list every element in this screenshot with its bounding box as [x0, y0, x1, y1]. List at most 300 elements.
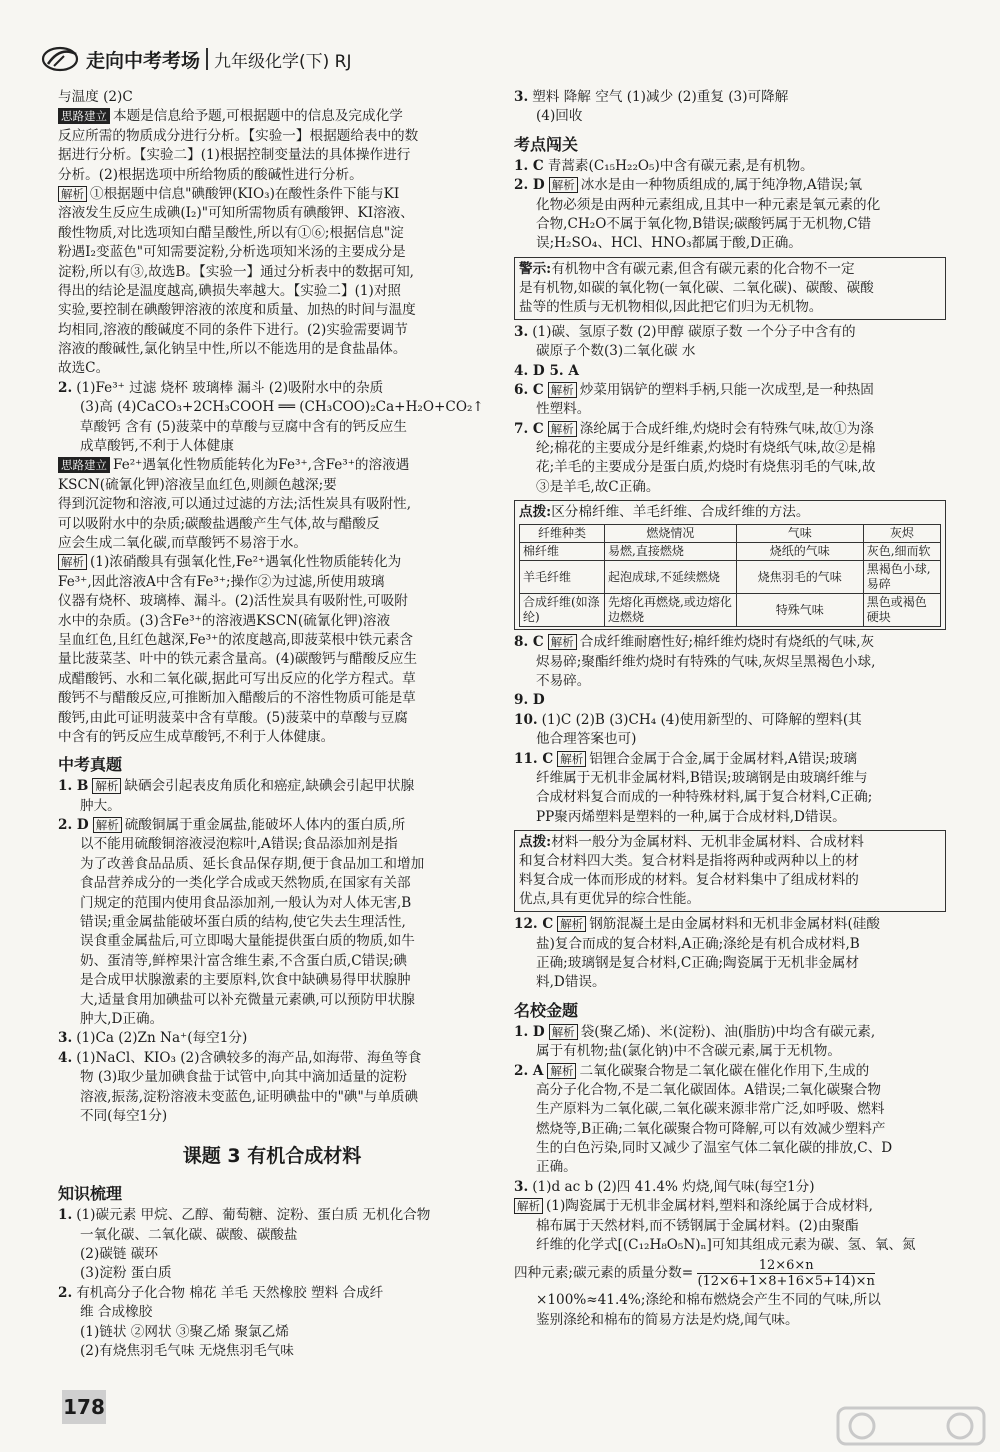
page-number: 178 — [62, 1390, 106, 1424]
text-line — [58, 952, 486, 971]
text-line — [58, 855, 486, 874]
text-line — [514, 439, 946, 458]
text-line — [514, 1236, 946, 1255]
right-bottom-block — [514, 915, 946, 1255]
box-text: 优点,具有更优异的综合性能。 — [519, 891, 701, 908]
line-text: 燃烧等,B正确;二氧化碳聚合物可降解,可以有效减少塑料产 — [536, 1120, 886, 1137]
tip-title: 区分棉纤维、羊毛纤维、合成纤维的方法。 — [551, 504, 810, 521]
question-number: 6. C — [514, 381, 544, 398]
text-line — [58, 476, 486, 495]
line-text: (2)有烧焦羽毛气味 无烧焦羽毛气味 — [80, 1343, 294, 1360]
text-line — [58, 166, 486, 185]
text-line — [58, 340, 486, 359]
text-line — [514, 691, 946, 710]
line-text: 缺硒会引起表皮角质化和癌症,缺碘会引起甲状腺 — [124, 778, 415, 795]
text-line — [514, 1197, 946, 1216]
text-line — [58, 282, 486, 301]
line-text: 属于有机物;盐(氯化钠)中不含碳元素,属于无机物。 — [536, 1043, 841, 1060]
text-line — [514, 1081, 946, 1100]
label-tag: 解析 — [58, 186, 87, 202]
text-line — [58, 553, 486, 572]
line-text: 高分子化合物,不是二氧化碳固体。A错误;二氧化碳聚合物 — [536, 1081, 881, 1098]
text-line — [58, 359, 486, 378]
table-cell: 烧焦羽毛的气味 — [736, 561, 863, 594]
text-line — [514, 1120, 946, 1139]
text-line — [58, 1206, 486, 1225]
text-line — [514, 400, 946, 419]
tip-box-materials — [514, 830, 946, 912]
line-text: 仪器有烧杯、玻璃棒、漏斗。(2)活性炭具有吸附性,可吸附 — [58, 593, 408, 610]
text-line — [514, 653, 946, 672]
box-line — [519, 871, 941, 890]
line-text: 维 合成橡胶 — [80, 1304, 153, 1321]
question-number: 1. B — [58, 778, 89, 795]
section-heading: 名校金题 — [514, 1000, 579, 1020]
text-line — [58, 1010, 486, 1029]
text-line — [58, 379, 486, 398]
text-line — [58, 127, 486, 146]
table-cell: 烧纸的气味 — [736, 543, 863, 561]
line-text: 与温度 (2)C — [58, 89, 133, 105]
lesson-title: 课题 3 有机合成材料 — [182, 1145, 362, 1168]
line-text: 均相同,溶液的酸碱度不同的条件下进行。(2)实验需要调节 — [58, 321, 408, 338]
line-text: 以不能用硫酸铜溶液浸泡粽叶,A错误;食品添加剂是指 — [80, 836, 398, 853]
label-tag: 解析 — [93, 817, 122, 833]
fraction-denominator: (12×6+1×8+16×5+14)×n — [697, 1274, 875, 1290]
line-text: 青蒿素(C₁₅H₂₂O₅)中含有碳元素,是有机物。 — [547, 157, 814, 174]
text-line — [514, 954, 946, 973]
line-text: 量比菠菜茎、叶中的铁元素含量高。(4)碳酸钙与醋酸反应生 — [58, 651, 418, 668]
mass-fraction — [697, 1258, 874, 1289]
question-number: 8. C — [514, 634, 544, 651]
line-text: 不同(每空1分) — [80, 1107, 168, 1124]
table-cell: 易燃,直接燃烧 — [605, 543, 737, 561]
question-number: 3. — [514, 89, 529, 105]
text-line — [514, 973, 946, 992]
text-line — [58, 146, 486, 165]
table-header-cell: 灰烬 — [863, 525, 940, 543]
table-cell: 黑色或褐色硬块 — [863, 594, 940, 627]
text-line — [514, 633, 946, 652]
box-line — [519, 890, 941, 909]
text-line — [514, 107, 946, 126]
label-tag: 解析 — [92, 778, 121, 794]
line-text: 草酸钙 含有 (5)菠菜中的草酸与豆腐中含有的钙反应生 — [80, 418, 407, 435]
line-text: 物 (3)取少量加碘食盐于试管中,向其中滴加适量的淀粉 — [80, 1069, 407, 1086]
text-line — [514, 1042, 946, 1061]
section-heading: 中考真题 — [58, 755, 123, 775]
line-text: (1)Ca (2)Zn Na⁺(每空1分) — [76, 1030, 248, 1047]
line-text: (4)回收 — [536, 108, 583, 125]
page-header — [40, 38, 520, 80]
table-row — [520, 543, 941, 561]
line-text: 生产原料为二氧化碳,二氧化碳来源非常广泛,如呼吸、燃料 — [536, 1101, 885, 1118]
right-top-block — [514, 88, 946, 254]
line-text: 呈血红色,且红色越深,Fe³⁺的浓度越高,即菠菜根中铁元素含 — [58, 631, 413, 648]
line-text: 二氧化碳聚合物是二氧化碳在催化作用下,生成的 — [579, 1062, 870, 1079]
text-line — [514, 176, 946, 195]
line-text: 门规定的范围内使用食品添加剂,一般认为对人体无害,B — [80, 894, 412, 911]
fraction-numerator: 12×6×n — [697, 1258, 874, 1274]
question-number: 1. — [58, 1207, 73, 1224]
text-line — [58, 495, 486, 514]
line-text: 淀粉,所以有③,故选B。【实验一】通过分析表中的数据可知, — [58, 263, 414, 280]
text-line — [58, 1088, 486, 1107]
line-text: 鉴别涤纶和棉布的简易方法是灼烧,闻气味。 — [536, 1311, 799, 1328]
text-line — [514, 1062, 946, 1081]
line-text: 不易碎。 — [536, 673, 591, 690]
table-cell: 先熔化再燃烧,或边熔化边燃烧 — [605, 594, 737, 627]
line-text: 酸性物质,对比选项知白醋呈酸性,所以有①⑥;根据信息"淀 — [58, 224, 404, 241]
line-text: 塑料 降解 空气 (1)减少 (2)重复 (3)可降解 — [532, 89, 789, 105]
text-line — [58, 456, 486, 475]
text-line — [514, 711, 946, 730]
text-line — [58, 1068, 486, 1087]
text-line — [58, 932, 486, 951]
text-line — [514, 1139, 946, 1158]
text-line — [514, 196, 946, 215]
line-text: 成醋酸钙、水和二氧化碳,据此可写出反应的化学方程式。草 — [58, 670, 416, 687]
line-text: 他合理答案也可) — [536, 731, 637, 748]
section-heading: 知识梳理 — [58, 1184, 123, 1204]
line-text: 肿大,D正确。 — [80, 1010, 164, 1027]
line-text: 化物必须是由两种元素组成,且其中一种元素是氧元素的化 — [536, 196, 881, 213]
text-line — [514, 362, 946, 381]
formula-prefix: 四种元素;碳元素的质量分数= — [514, 1265, 694, 1282]
section-heading: 考点闯关 — [514, 134, 579, 154]
table-cell: 合成纤维(如涤纶) — [520, 594, 605, 627]
text-line — [514, 935, 946, 954]
text-line — [58, 797, 486, 816]
line-text: (3)高 (4)CaCO₃+2CH₃COOH ══ (CH₃COO)₂Ca+H₂O+CO₂↑ — [80, 399, 484, 416]
line-text: 冰水是由一种物质组成的,属于纯净物,A错误;氧 — [580, 177, 863, 194]
question-number: 2. D — [58, 817, 89, 834]
text-line — [514, 88, 946, 107]
text-line — [58, 1323, 486, 1342]
right-column — [514, 88, 946, 1330]
text-line — [58, 185, 486, 204]
text-line — [58, 689, 486, 708]
text-line — [514, 234, 946, 253]
line-text: ×100%≈41.4%;涤纶和棉布燃烧会产生不同的气味,所以 — [536, 1292, 881, 1309]
text-line — [514, 750, 946, 769]
question-number: 2. — [58, 1284, 73, 1301]
label-tag: 思路建立 — [58, 108, 110, 124]
label-tag: 解析 — [514, 1198, 543, 1214]
line-text: (1)碳元素 甲烷、乙醇、葡萄糖、淀粉、蛋白质 无机化合物 — [76, 1207, 431, 1224]
line-text: 硫酸铜属于重金属盐,能破坏人体内的蛋白质,所 — [124, 817, 406, 834]
line-text: (1)碳、氢原子数 (2)甲醇 碳原子数 一个分子中含有的 — [532, 323, 856, 340]
text-line — [514, 420, 946, 439]
line-text: 据进行分析。【实验二】(1)根据控制变量法的具体操作进行 — [58, 147, 411, 164]
line-text: 钢筋混凝土是由金属材料和无机非金属材料(硅酸 — [589, 916, 880, 933]
text-line — [58, 670, 486, 689]
line-text: 正确。 — [536, 1159, 577, 1176]
line-text: 肿大。 — [80, 797, 121, 814]
text-line — [58, 1029, 486, 1048]
text-line — [58, 224, 486, 243]
label-tag: 解析 — [547, 1063, 576, 1079]
line-text: 为了改善食品品质、延长食品保存期,便于食品加工和增加 — [80, 855, 425, 872]
line-text: ①根据题中信息"碘酸钾(KIO₃)在酸性条件下能与KI — [90, 185, 400, 202]
text-line — [514, 1291, 946, 1310]
text-line — [58, 204, 486, 223]
line-text: 炒菜用锅铲的塑料手柄,只能一次成型,是一种热固 — [579, 381, 874, 398]
line-text: 实验,要控制在碘酸钾溶液的浓度和质量、加热的时间与温度 — [58, 302, 416, 319]
label-tag: 解析 — [557, 751, 586, 767]
line-text: 性塑料。 — [536, 401, 591, 418]
text-line — [58, 534, 486, 553]
question-number: 3. — [514, 1178, 529, 1195]
line-text: 食品营养成分的一类化学合成或天然物质,在国家有关部 — [80, 875, 411, 892]
line-text: 得到沉淀物和溶液,可以通过过滤的方法;活性炭具有吸附性, — [58, 496, 412, 513]
line-text: 故选C。 — [58, 360, 110, 377]
table-header-cell: 燃烧情况 — [605, 525, 737, 543]
text-line — [58, 418, 486, 437]
text-line — [514, 808, 946, 827]
line-text: 合成材料复合而成的一种特殊材料,属于复合材料,C正确; — [536, 789, 873, 806]
label-tag: 解析 — [548, 382, 577, 398]
text-line — [58, 612, 486, 631]
text-line — [58, 592, 486, 611]
question-number: 4. — [58, 1049, 73, 1066]
line-text: (1)陶瓷属于无机非金属材料,塑料和涤纶属于合成材料, — [546, 1198, 873, 1215]
table-cell: 棉纤维 — [520, 543, 605, 561]
text-line — [514, 157, 946, 176]
question-number: 2. — [58, 379, 73, 396]
table-row — [520, 594, 941, 627]
text-line — [514, 769, 946, 788]
line-text: 误食重金属盐后,可立即喝大量能提供蛋白质的物质,如牛 — [80, 933, 415, 950]
line-text: 可以吸附水中的杂质;碳酸盐遇酸产生气体,故与醋酸反 — [58, 515, 380, 532]
line-text: 水中的杂质。(3)含Fe³⁺的溶液遇KSCN(硫氰化钾)溶液 — [58, 612, 391, 629]
table-row — [520, 561, 941, 594]
formula-line — [514, 1255, 946, 1291]
line-text: 正确;玻璃钢是复合材料,C正确;陶瓷属于无机非金属材 — [536, 954, 859, 971]
warning-box — [514, 257, 946, 320]
question-number: 9. D — [514, 692, 545, 709]
text-line — [514, 215, 946, 234]
table-cell: 起泡成球,不延续燃烧 — [605, 561, 737, 594]
line-text: 本题是信息给予题,可根据题中的信息及完成化学 — [113, 108, 403, 125]
box-text: 材料一般分为金属材料、无机非金属材料、合成材料 — [551, 834, 864, 851]
text-line — [58, 437, 486, 456]
line-text: 烬易碎;聚酯纤维灼烧时有特殊的气味,灰烬呈黑褐色小球, — [536, 653, 876, 670]
text-line — [58, 1264, 486, 1283]
header-divider — [206, 48, 208, 70]
box-text: 料复合成一体而形成的材料。复合材料集中了组成材料的 — [519, 872, 859, 889]
publisher-logo-icon — [40, 44, 82, 74]
text-line — [58, 321, 486, 340]
right-after-table-block — [514, 633, 946, 827]
table-cell: 羊毛纤维 — [520, 561, 605, 594]
text-line — [514, 1158, 946, 1177]
text-line — [58, 1284, 486, 1303]
text-line — [58, 263, 486, 282]
line-text: 误;H₂SO₄、HCl、HNO₃都属于酸,D正确。 — [536, 235, 802, 252]
text-line — [58, 1107, 486, 1126]
text-line — [58, 894, 486, 913]
line-text: (1)Fe³⁺ 过滤 烧杯 玻璃棒 漏斗 (2)吸附水中的杂质 — [76, 379, 384, 396]
text-line — [514, 458, 946, 477]
line-text: 纶;棉花的主要成分是纤维素,灼烧时有烧纸气味,故②是棉 — [536, 440, 876, 457]
text-line — [514, 1100, 946, 1119]
text-line — [514, 323, 946, 342]
text-line — [514, 381, 946, 400]
table-header-cell: 气味 — [736, 525, 863, 543]
right-mid-block — [514, 323, 946, 498]
text-line — [514, 1311, 946, 1330]
text-line — [58, 1245, 486, 1264]
label-tag: 思路建立 — [58, 457, 110, 473]
text-line — [514, 1023, 946, 1042]
text-line — [58, 88, 486, 107]
left-column — [58, 88, 486, 1361]
line-text: 溶液的酸碱性,氯化钠呈中性,所以不能选用的是食盐晶体。 — [58, 341, 407, 358]
label-tag: 解析 — [549, 1024, 578, 1040]
line-text: PP聚丙烯塑料是塑料的一种,属于合成材料,D错误。 — [536, 808, 846, 825]
text-line — [58, 874, 486, 893]
question-number: 7. C — [514, 420, 544, 437]
text-line — [58, 816, 486, 835]
question-number: 2. D — [514, 177, 545, 194]
text-line — [58, 913, 486, 932]
text-line — [58, 835, 486, 854]
line-text: 合成纤维耐磨性好;棉纤维灼烧时有烧纸的气味,灰 — [579, 634, 875, 651]
line-text: 得出的结论是温度越高,碘损失率越大。【实验二】(1)对照 — [58, 282, 402, 299]
line-text: 纤维属于无机非金属材料,B错误;玻璃钢是由玻璃纤维与 — [536, 769, 868, 786]
text-line — [58, 107, 486, 126]
text-line — [514, 342, 946, 361]
line-text: 有机高分子化合物 棉花 羊毛 天然橡胶 塑料 合成纤 — [76, 1284, 384, 1301]
box-line — [519, 279, 941, 298]
table-header-row — [520, 525, 941, 543]
text-line — [514, 730, 946, 749]
text-line — [514, 788, 946, 807]
line-text: 分析。(2)根据选项中所给物质的酸碱性进行分析。 — [58, 166, 363, 183]
book-subtitle: 九年级化学(下) RJ — [214, 51, 352, 72]
line-text: 花;羊毛的主要成分是蛋白质,灼烧时有烧焦羽毛的气味,故 — [536, 459, 876, 476]
line-text: 中含有的钙反应生成草酸钙,不利于人体健康。 — [58, 728, 335, 745]
line-text: Fe³⁺,因此溶液A中含有Fe³⁺;操作②为过滤,所使用玻璃 — [58, 573, 385, 590]
line-text: (1)浓硝酸具有强氧化性,Fe²⁺遇氧化性物质能转化为 — [90, 554, 402, 571]
line-text: 成草酸钙,不利于人体健康 — [80, 438, 234, 455]
box-line — [519, 852, 941, 871]
line-text: 涤纶属于合成纤维,灼烧时会有特殊气味,故①为涤 — [579, 420, 874, 437]
label-tag: 解析 — [549, 177, 578, 193]
brand-title: 走向中考考场 — [86, 49, 201, 72]
table-cell: 灰色,细而软 — [863, 543, 940, 561]
question-number: 2. A — [514, 1062, 544, 1079]
right-end-block — [514, 1291, 946, 1330]
line-text: 溶液,振荡,淀粉溶液未变蓝色,证明碘盐中的"碘"与单质碘 — [80, 1088, 419, 1105]
line-text: (3)淀粉 蛋白质 — [80, 1265, 172, 1282]
question-number: 1. D — [514, 1023, 545, 1040]
line-text: 是合成甲状腺激素的主要原料,饮食中缺碘易得甲状腺肿 — [80, 972, 411, 989]
line-text: 铝锂合金属于合金,属于金属材料,A错误;玻璃 — [589, 750, 857, 767]
line-text: 奶、蛋清等,鲜榨果汁富含维生素,不含蛋白质,C错误;碘 — [80, 952, 408, 969]
box-line — [519, 833, 941, 852]
line-text: Fe²⁺遇氧化性物质能转化为Fe³⁺,含Fe³⁺的溶液遇 — [113, 457, 410, 474]
text-line — [514, 1217, 946, 1236]
line-text: (2)碳链 碳环 — [80, 1246, 158, 1263]
text-line — [514, 915, 946, 934]
line-text: (1)C (2)B (3)CH₄ (4)使用新型的、可降解的塑料(其 — [541, 711, 862, 728]
line-text: 反应所需的物质成分进行分析。【实验一】根据题给表中的数 — [58, 127, 419, 144]
box-label: 点拨: — [519, 834, 552, 851]
question-number: 3. — [58, 1030, 73, 1047]
fiber-table — [519, 524, 941, 627]
question-number: 3. — [514, 323, 529, 340]
question-number: 1. C — [514, 157, 544, 174]
line-text: (1)NaCl、KIO₃ (2)含碘较多的海产品,如海带、海鱼等食 — [76, 1049, 422, 1066]
line-text: 棉布属于天然材料,而不锈钢属于金属材料。(2)由聚酯 — [536, 1217, 859, 1234]
question-number: 10. — [514, 711, 538, 728]
line-text: 酸钙,由此可证明菠菜中含有草酸。(5)菠菜中的草酸与豆腐 — [58, 709, 408, 726]
line-text: 错误;重金属盐能破坏蛋白质的结构,使它失去生理活性, — [80, 914, 406, 931]
text-line — [58, 243, 486, 262]
text-line — [58, 515, 486, 534]
line-text: (1)链状 ②网状 ③聚乙烯 聚氯乙烯 — [80, 1323, 289, 1340]
line-text: 合物,CH₂O不属于氧化物,B错误;碳酸钙属于无机物,C错 — [536, 215, 872, 232]
line-text: 碳原子个数(3)二氧化碳 水 — [536, 343, 696, 360]
table-cell: 黑褐色小球,易碎 — [863, 561, 940, 594]
line-text: 粉遇I₂变蓝色"可知需要淀粉,分析选项知米汤的主要成分是 — [58, 244, 406, 261]
box-text: 盐等的性质与无机物相似,因此把它们归为无机物。 — [519, 298, 823, 315]
box-text: 有机物中含有碳元素,但含有碳元素的化合物不一定 — [551, 260, 855, 277]
text-line — [58, 631, 486, 650]
question-number: 11. C — [514, 750, 554, 767]
text-line — [58, 573, 486, 592]
line-text: (1)d ac b (2)四 41.4% 灼烧,闻气味(每空1分) — [532, 1178, 815, 1195]
text-line — [514, 478, 946, 497]
line-text: 溶液发生反应生成碘(I₂)"可知所需物质有碘酸钾、KI溶液、 — [58, 205, 414, 222]
text-line — [58, 728, 486, 747]
line-text: 袋(聚乙烯)、米(淀粉)、油(脂肪)中均含有碳元素, — [580, 1023, 876, 1040]
text-line — [58, 1303, 486, 1322]
box-label: 警示: — [519, 260, 552, 277]
text-line — [58, 971, 486, 990]
text-line — [58, 301, 486, 320]
label-tag: 解析 — [58, 554, 87, 570]
line-text: 大,适量食用加碘盐可以补充微量元素碘,可以预防甲状腺 — [80, 991, 415, 1008]
box-text: 和复合材料四大类。复合材料是指将两种或两种以上的材 — [519, 853, 859, 870]
box-text: 是有机物,如碳的氧化物(一氧化碳、二氧化碳)、碳酸、碳酸 — [519, 279, 874, 296]
text-line — [58, 650, 486, 669]
label-tag: 解析 — [557, 916, 586, 932]
line-text: 纤维的化学式[(C₁₂H₈O₅N)ₙ]可知其组成元素为碳、氢、氧、氮 — [536, 1237, 916, 1254]
table-header-cell: 纤维种类 — [520, 525, 605, 543]
text-line — [58, 398, 486, 417]
table-cell: 特殊气味 — [736, 594, 863, 627]
line-text: KSCN(硫氰化钾)溶液呈血红色,则颜色越深;要 — [58, 476, 337, 493]
box-line — [519, 298, 941, 317]
label-tag: 解析 — [548, 421, 577, 437]
text-line — [58, 777, 486, 796]
line-text: ③是羊毛,故C正确。 — [536, 478, 660, 495]
line-text: 应会生成二氧化碳,而草酸钙不易溶于水。 — [58, 534, 308, 551]
line-text: 料,D错误。 — [536, 974, 606, 991]
text-line — [58, 709, 486, 728]
text-line — [58, 1342, 486, 1361]
text-line — [58, 991, 486, 1010]
line-text: 酸钙不与醋酸反应,可推断加入醋酸后的不溶性物质可能是草 — [58, 690, 416, 707]
tip-label: 点拨: — [519, 504, 552, 521]
line-text: 生的白色污染,同时又减少了温室气体二氧化碳的排放,C、D — [536, 1140, 893, 1157]
text-line — [58, 1049, 486, 1068]
question-number: 4. D 5. A — [514, 362, 579, 379]
line-text: 盐)复合而成的复合材料,A正确;涤纶是有机合成材料,B — [536, 935, 860, 952]
